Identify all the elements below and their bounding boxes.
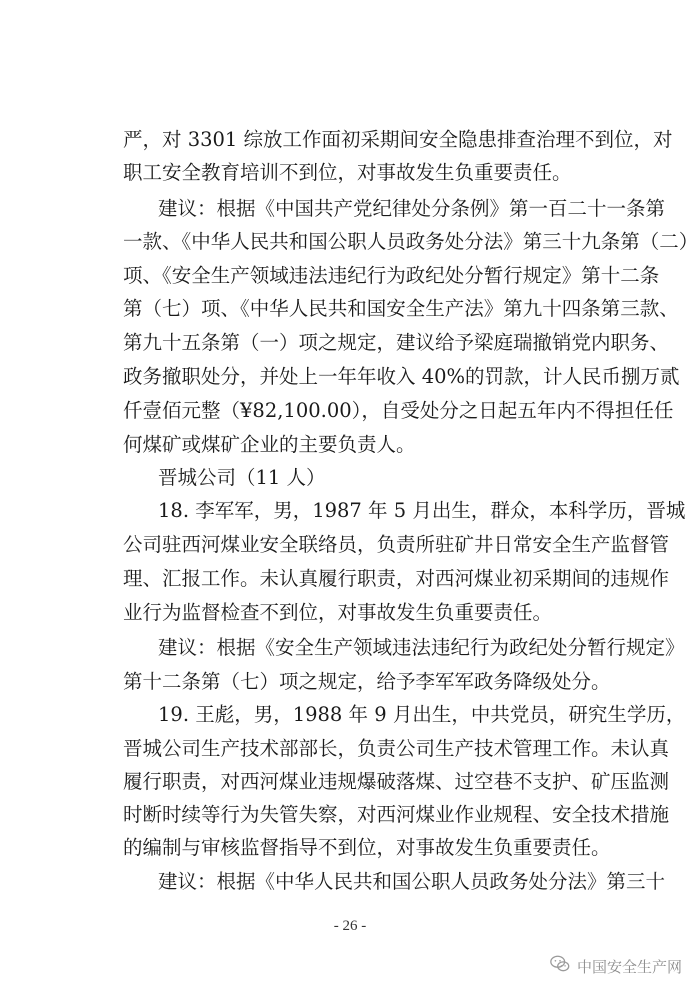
- body-line: 19. 王彪，男，1988 年 9 月出生，中共党员，研究生学历，: [158, 703, 686, 726]
- body-line: 何煤矿或煤矿企业的主要负责人。: [123, 433, 416, 456]
- body-line: 时断时续等行为失管失察，对西河煤业作业规程、安全技术措施: [123, 803, 670, 826]
- section-heading: 晋城公司（11 人）: [158, 466, 326, 489]
- page-number: - 26 -: [333, 918, 367, 934]
- body-line: 业行为监督检查不到位，对事故发生负重要责任。: [123, 601, 553, 624]
- body-line: 严，对 3301 综放工作面初采期间安全隐患排查治理不到位，对: [123, 128, 673, 151]
- body-line: 公司驻西河煤业安全联络员，负责所驻矿井日常安全生产监督管: [123, 533, 670, 556]
- body-line: 政务撤职处分，并处上一年年收入 40%的罚款，计人民币捌万贰: [123, 365, 680, 388]
- body-line: 建议：根据《安全生产领域违法违纪行为政纪处分暂行规定》: [158, 636, 685, 659]
- body-line: 第十二条第（七）项之规定，给予李军军政务降级处分。: [123, 670, 611, 693]
- body-line: 的编制与审核监督指导不到位，对事故发生负重要责任。: [123, 836, 611, 859]
- body-line: 建议：根据《中国共产党纪律处分条例》第一百二十一条第: [158, 197, 666, 220]
- body-line: 18. 李军军，男，1987 年 5 月出生，群众，本科学历，晋城: [158, 499, 686, 522]
- body-line: 一款、《中华人民共和国公职人员政务处分法》第三十九条第（二）: [123, 230, 699, 253]
- body-line: 履行职责，对西河煤业违规爆破落煤、过空巷不支护、矿压监测: [123, 770, 670, 793]
- body-line: 晋城公司生产技术部部长，负责公司生产技术管理工作。未认真: [123, 737, 670, 760]
- body-line: 建议：根据《中华人民共和国公职人员政务处分法》第三十: [158, 870, 666, 893]
- wechat-icon: [549, 953, 571, 979]
- body-line: 第（七）项、《中华人民共和国安全生产法》第九十四条第三款、: [123, 297, 679, 320]
- watermark: [549, 952, 682, 980]
- body-line: 仟壹佰元整（¥82,100.00），自受处分之日起五年内不得担任任: [123, 399, 674, 422]
- body-line: 理、汇报工作。未认真履行职责，对西河煤业初采期间的违规作: [123, 567, 670, 590]
- body-line: 职工安全教育培训不到位，对事故发生负重要责任。: [123, 161, 572, 184]
- body-line: 第九十五条第（一）项之规定，建议给予梁庭瑞撤销党内职务、: [123, 331, 670, 354]
- body-line: 项、《安全生产领域违法违纪行为政纪处分暂行规定》第十二条: [123, 264, 660, 287]
- watermark-text: 中国安全生产网: [576, 957, 682, 976]
